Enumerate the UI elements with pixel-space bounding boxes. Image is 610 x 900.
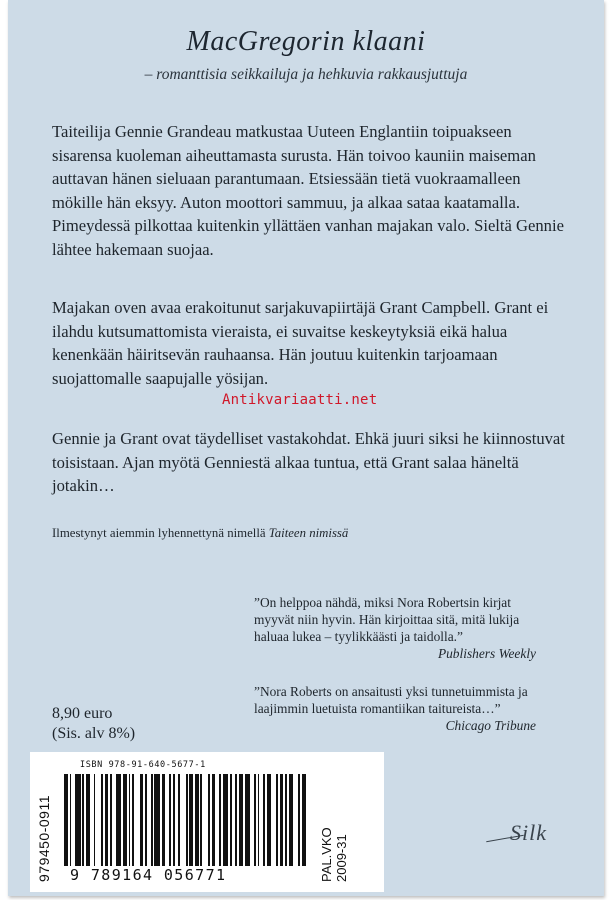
- series-title: MacGregorin klaani: [186, 26, 426, 57]
- publisher-logo: Silk: [510, 820, 547, 845]
- note-prefix: Ilmestynyt aiemmin lyhennettynä nimellä: [52, 526, 266, 540]
- note-title: Taiteen nimissä: [268, 526, 349, 540]
- watermark-text: Antikvariaatti.net: [222, 392, 378, 408]
- pal-code-line-2: 2009-31: [334, 834, 349, 882]
- blurb-paragraph-2: Majakan oven avaa erakoitunut sarjakuvapiirtäjä Grant Campbell. Grant ei ilahdu kutsumattomista vieraista, ei suvaitse keskeytyksiä eikä halua kenenkään häiritsevän rauhaansa. Hän joutuu kuitenkin tarjoamaan suojattomalle saapujalle yösijan.: [52, 298, 549, 388]
- barcode-label: [30, 752, 384, 892]
- review-quote-source: Chicago Tribune: [445, 718, 536, 733]
- barcode-digits: 9 789164 056771: [70, 866, 227, 884]
- blurb-paragraph-1: Taiteilija Gennie Grandeau matkustaa Uuteen Englantiin toipuakseen sisarensa kuoleman aiheuttamasta surusta. Hän toivoo kauniin maiseman auttavan hänen sieluaan parantumaan. Etsiessään tietä vuokraamalleen mökille hän eksyy. Auton moottori sammuu, ja alkaa sataa kaatamalla. Pimeydessä pilkottaa kuitenkin yllättäen vanhan majakan valo. Sieltä Gennie lähtee hakemaan suojaa.: [52, 122, 564, 259]
- review-quote-text: ”On helppoa nähdä, miksi Nora Robertsin kirjat myyvät niin hyvin. Hän kirjoittaa sitä, mitä lukija haluaa lukea – tyylikkäästi ja taidolla.”: [254, 595, 520, 644]
- review-quote-source: Publishers Weekly: [437, 646, 536, 661]
- isbn-text: ISBN 978-91-640-5677-1: [80, 760, 206, 770]
- pal-code-line-1: PAL.VKO: [319, 827, 334, 882]
- barcode-bars: [64, 774, 308, 866]
- price-vat: (Sis. alv 8%): [52, 725, 136, 742]
- review-quote-text: ”Nora Roberts on ansaitusti yksi tunnetuimmista ja laajimmin luetuista romantiikan taitureista…”: [254, 684, 528, 716]
- previous-edition-note: [52, 526, 348, 541]
- blurb-paragraph-3: Gennie ja Grant ovat täydelliset vastakohdat. Ehkä juuri siksi he kiinnostuvat toisistaan. Ajan myötä Genniestä alkaa tuntua, että Grant salaa häneltä jotakin…: [52, 429, 565, 496]
- barcode-vertical-code: 979450-0911: [36, 795, 52, 882]
- price-block: [52, 704, 135, 744]
- price-amount: 8,90 euro: [52, 705, 113, 722]
- barcode-stripe: [306, 774, 308, 866]
- series-subtitle: – romanttisia seikkailuja ja hehkuvia rakkausjuttuja: [144, 66, 468, 83]
- review-quote-1: [254, 594, 536, 662]
- book-back-cover: [8, 0, 604, 896]
- pal-code: [319, 827, 349, 882]
- review-quote-2: [254, 683, 536, 734]
